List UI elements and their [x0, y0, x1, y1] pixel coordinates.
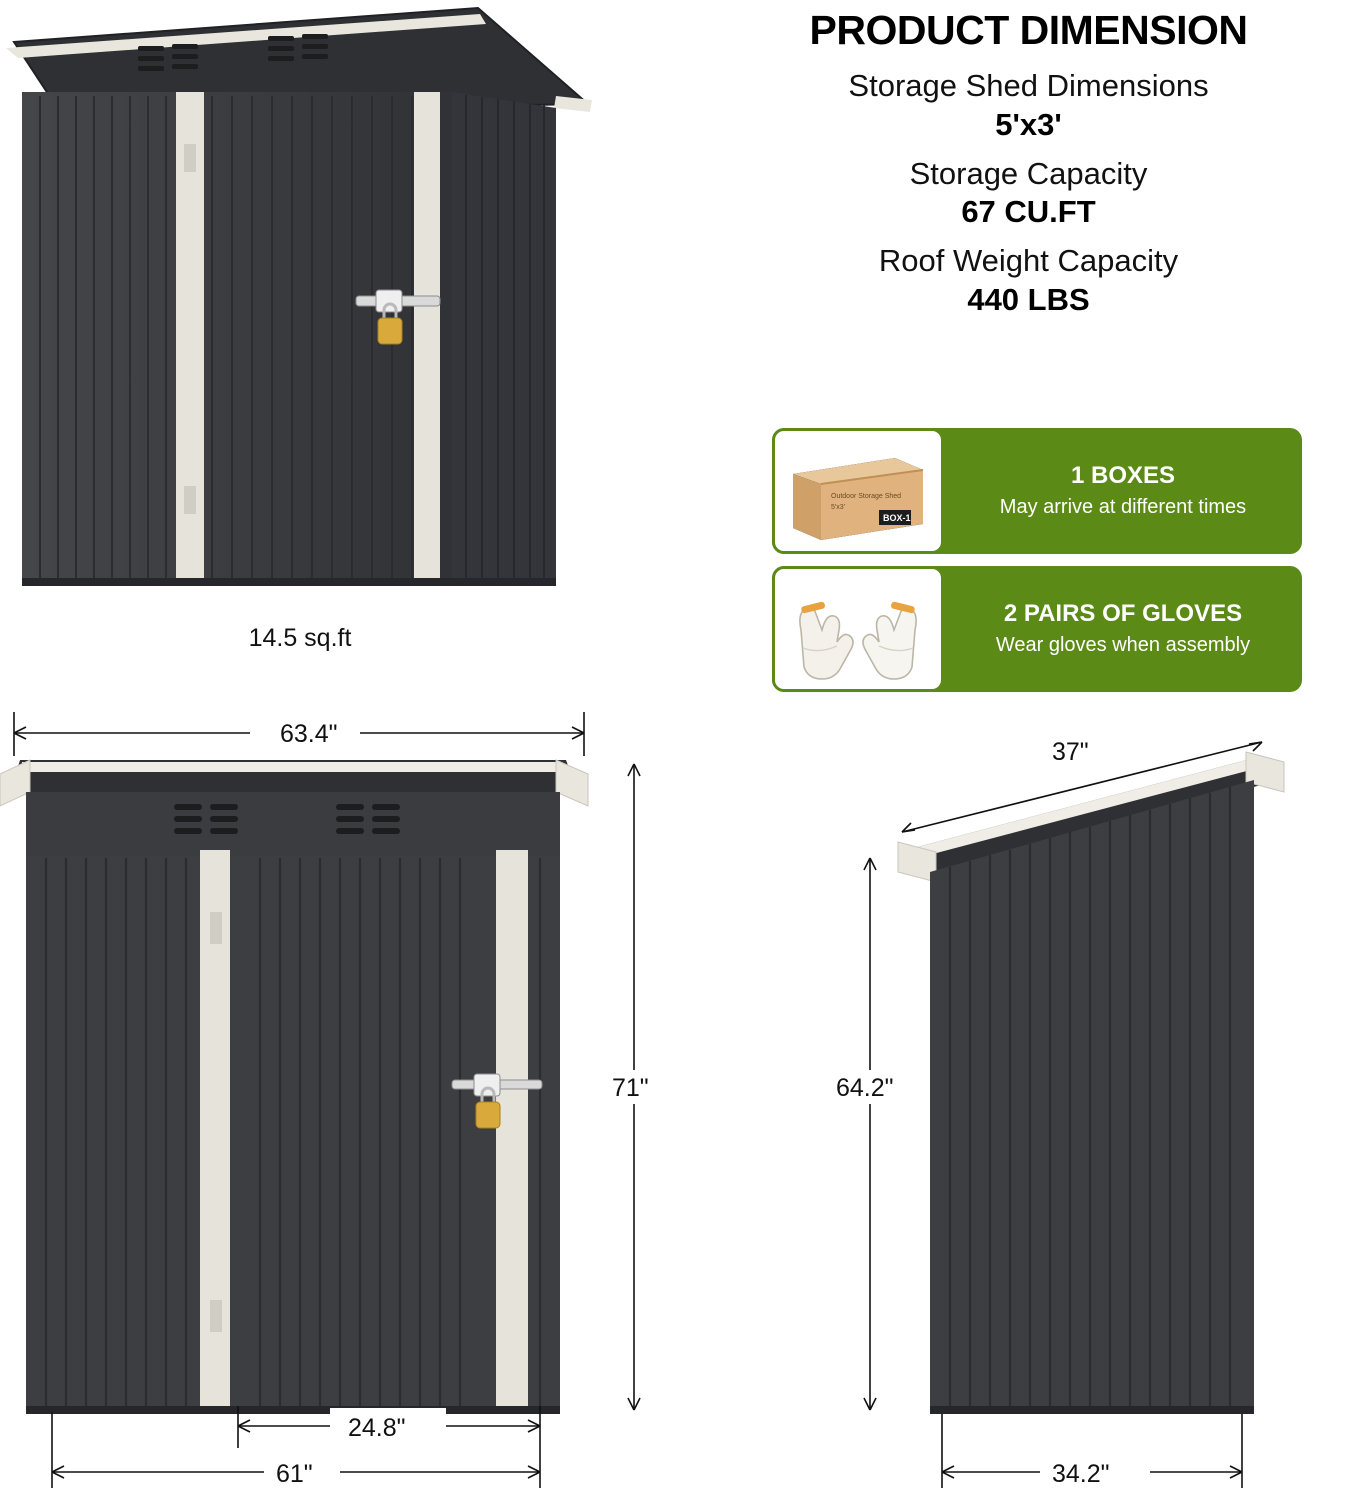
cardboard-box-icon [783, 436, 933, 546]
hero-shed-image [0, 0, 660, 660]
card-gloves-thumb [772, 566, 944, 692]
card-gloves-head: 2 PAIRS OF GLOVES [1003, 599, 1243, 627]
spec-label-dimensions: Storage Shed Dimensions [848, 68, 1209, 104]
front-view-image [0, 700, 690, 1500]
work-gloves-icon [783, 574, 933, 684]
hero-caption: 14.5 sq.ft [248, 624, 352, 652]
page-title: PRODUCT DIMENSION [809, 7, 1248, 53]
svg-text:5'x3': 5'x3' [831, 504, 845, 511]
spec-panel [690, 0, 1367, 330]
dim-base-width: 61" [276, 1460, 313, 1488]
card-boxes-sub: May arrive at different times [999, 496, 1247, 519]
spec-label-capacity: Storage Capacity [909, 155, 1148, 191]
dim-base-depth: 34.2" [1052, 1460, 1110, 1488]
dim-roof-depth: 37" [1052, 738, 1089, 766]
dim-roof-width: 63.4" [280, 720, 338, 748]
card-boxes-head: 1 BOXES [1070, 461, 1176, 489]
svg-text:BOX-1: BOX-1 [883, 513, 911, 523]
svg-text:Outdoor Storage Shed: Outdoor Storage Shed [831, 493, 902, 500]
spec-value-dimensions: 5'x3' [995, 106, 1062, 142]
side-view-image [810, 700, 1367, 1500]
dim-door-width: 24.8" [348, 1414, 406, 1442]
info-cards [772, 428, 1302, 704]
dim-side-height: 64.2" [836, 1074, 894, 1102]
spec-value-capacity: 67 CU.FT [961, 194, 1096, 230]
card-boxes-text [944, 428, 1302, 554]
spec-value-roof-weight: 440 LBS [967, 281, 1090, 317]
card-gloves-sub: Wear gloves when assembly [995, 634, 1251, 657]
dim-height: 71" [612, 1074, 649, 1102]
card-gloves-text [944, 566, 1302, 692]
card-boxes [772, 428, 1302, 554]
card-boxes-thumb [772, 428, 944, 554]
card-gloves [772, 566, 1302, 692]
spec-label-roof-weight: Roof Weight Capacity [878, 243, 1179, 279]
